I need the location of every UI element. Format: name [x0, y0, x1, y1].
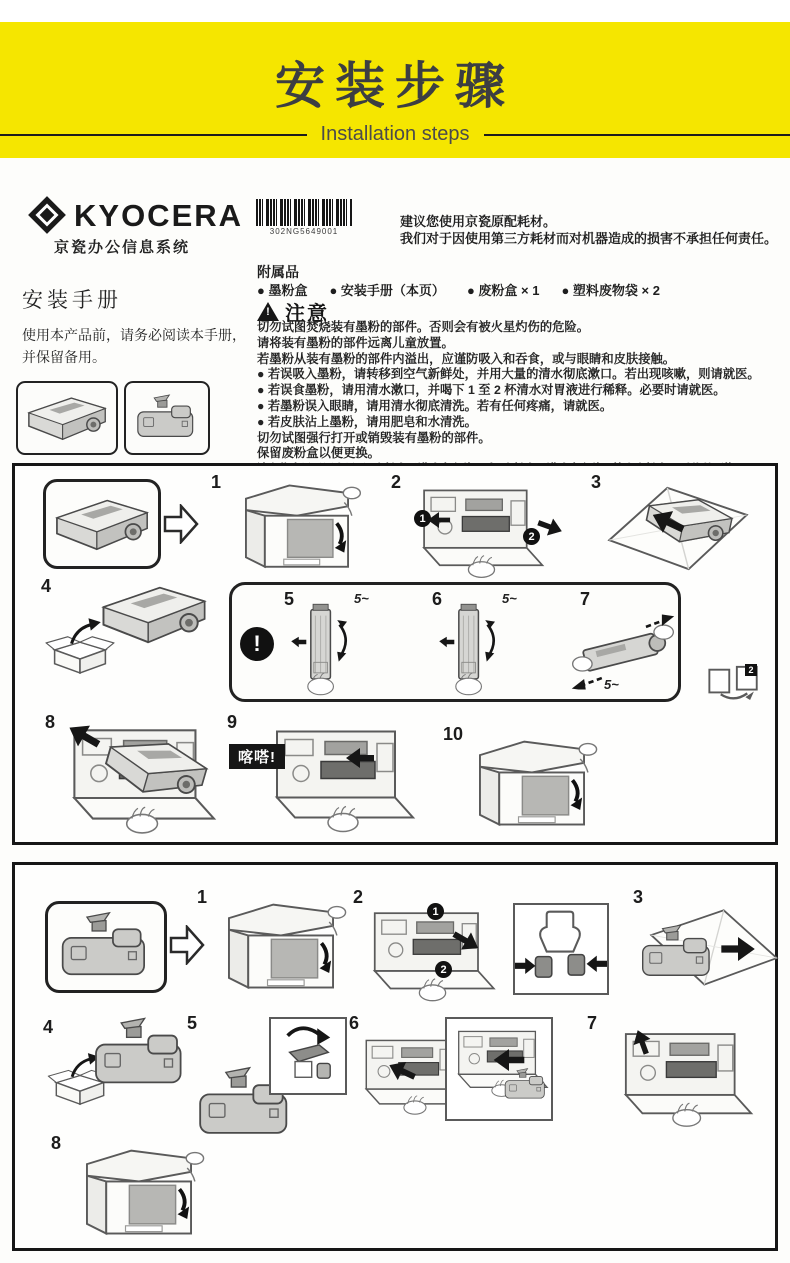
- advisory-text: [400, 213, 777, 247]
- flow-arrow-icon: [169, 925, 205, 965]
- page-flip-badge: 2: [745, 664, 757, 676]
- caution-line: 保留废粉盒以便更换。: [257, 446, 380, 461]
- step-number: 1: [211, 472, 222, 492]
- step-number: 4: [43, 1017, 54, 1037]
- close-front-cover-illustration: [65, 1141, 213, 1247]
- step-number: 9: [227, 712, 238, 732]
- step-number: 5: [187, 1013, 198, 1033]
- accessory-item: ● 墨粉盒: [257, 283, 308, 298]
- cap-open-inset: [269, 1017, 347, 1095]
- action-badge-1: 1: [427, 903, 444, 920]
- waste-intro-box: [45, 901, 167, 993]
- close-front-cover-illustration: [461, 732, 603, 838]
- step-number: 7: [587, 1013, 598, 1033]
- caution-line: 切勿试图强行打开或销毁装有墨粉的部件。: [257, 430, 491, 445]
- manual-note-line2: 并保留备用。: [22, 349, 106, 365]
- push-arrow-icon: [345, 748, 375, 768]
- advisory-line1: 建议您使用京瓷原配耗材。: [400, 214, 557, 229]
- step-number: 2: [353, 887, 364, 907]
- page-title: 安装步骤: [275, 58, 515, 114]
- shake-count-label: 5~: [354, 591, 369, 606]
- open-front-cover-illustration: [227, 476, 367, 580]
- cap-open-detail-illustration: [271, 1019, 345, 1093]
- caution-title: 注意: [285, 303, 329, 325]
- flow-arrow-icon: [163, 504, 199, 544]
- shake-horizontal-illustration: [570, 613, 676, 691]
- banner-subtitle-row: [0, 123, 790, 146]
- banner: [0, 22, 790, 158]
- shake-vertical-illustration: [424, 599, 514, 697]
- step-number: 8: [51, 1133, 62, 1153]
- accessory-item: ● 安装手册（本页）: [329, 283, 445, 298]
- shake-count-label: 5~: [604, 677, 619, 692]
- toner-cartridge-illustration: [50, 493, 154, 555]
- cap-close-detail-illustration: [515, 905, 607, 993]
- step-number: 8: [45, 712, 56, 732]
- toner-cartridge-illustration: [23, 391, 111, 445]
- cap-close-inset: [513, 903, 609, 995]
- toner-cartridge-thumbnail: [16, 381, 118, 455]
- click-sound-label: 喀嗒!: [229, 744, 285, 769]
- rule-right: [484, 134, 790, 136]
- manual-title: 安装手册: [22, 289, 122, 312]
- accessory-item: ● 废粉盒 × 1: [466, 283, 540, 298]
- toner-cartridge-illustration: [95, 580, 213, 648]
- shake-count-label: 5~: [502, 591, 517, 606]
- step-number: 6: [432, 589, 443, 609]
- action-badge-1: 1: [414, 510, 431, 527]
- manual-note: [22, 324, 258, 368]
- step-number: 7: [580, 589, 591, 609]
- press-waste-box-illustration: [595, 1023, 771, 1129]
- toner-install-diagram: [12, 463, 778, 845]
- insert-into-bag-arrow-icon: [721, 937, 755, 961]
- waste-box-illustration: [54, 910, 158, 984]
- caution-line: ● 若墨粉误入眼睛，请用清水彻底清洗。若有任何疼痛，请就医。: [257, 398, 613, 413]
- barcode-bars: [256, 199, 352, 226]
- step-number: 6: [349, 1013, 360, 1033]
- action-badge-2: 2: [435, 961, 452, 978]
- pull-left-arrow-icon: [427, 512, 451, 528]
- waste-box-install-diagram: [12, 862, 778, 1251]
- caution-line: 若墨粉从装有墨粉的部件内溢出，应谨防吸入和吞食，或与眼睛和皮肤接触。: [257, 351, 676, 366]
- page-subtitle: Installation steps: [320, 123, 470, 145]
- accessories-title: 附属品: [257, 264, 299, 280]
- insert-detail-inset: [445, 1017, 553, 1121]
- push-until-click-illustration: [259, 718, 419, 836]
- waste-box-illustration: [87, 1013, 198, 1093]
- caution-line: ● 若皮肤沾上墨粉，请用肥皂和水清洗。: [257, 414, 477, 429]
- caution-line: ● 若误吸入墨粉，请转移到空气新鲜处，并用大量的清水彻底漱口。若出现咳嗽，则请就医。: [257, 367, 760, 382]
- caution-text: [257, 320, 760, 478]
- caution-line: 请将装有墨粉的部件远离儿童放置。: [257, 335, 454, 350]
- kyocera-mark-icon: [26, 194, 68, 236]
- barcode-number: 302NG5649001: [269, 227, 339, 236]
- rule-left: [0, 134, 307, 136]
- barcode: [256, 199, 352, 236]
- step-number: 3: [633, 887, 644, 907]
- waste-box-thumbnail: [124, 381, 210, 455]
- waste-box-illustration: [501, 1067, 551, 1103]
- warning-triangle-icon: [257, 302, 279, 321]
- manual-note-line1: 使用本产品前，请务必阅读本手册，: [22, 327, 246, 343]
- caution-line: ● 若误食墨粉，请用清水漱口，并喝下 1 至 2 杯清水对胃液进行稀释。必要时请就医。: [257, 383, 726, 398]
- accessory-item: ● 塑料废物袋 × 2: [561, 283, 660, 298]
- step-number: 4: [41, 576, 52, 596]
- step-number: 10: [443, 724, 464, 744]
- warning-mark: !: [266, 306, 270, 318]
- waste-box-illustration: [635, 923, 721, 983]
- shake-caution-box: [229, 582, 681, 702]
- toner-intro-box: [43, 479, 161, 569]
- step-number: 1: [197, 887, 208, 907]
- step-number: 3: [591, 472, 602, 492]
- advisory-line2: 我们对于因使用第三方耗材而对机器造成的损害不承担任何责任。: [400, 231, 778, 246]
- open-front-cover-illustration: [211, 895, 351, 1001]
- shake-vertical-illustration: [276, 599, 366, 697]
- exclamation-icon: !: [240, 627, 274, 661]
- action-badge-2: 2: [523, 528, 540, 545]
- brand-chinese-name: 京瓷办公信息系统: [54, 239, 191, 256]
- step-number: 5: [284, 589, 295, 609]
- step-number: 2: [391, 472, 402, 492]
- waste-box-illustration: [132, 392, 202, 444]
- caution-line: 切勿试图焚烧装有墨粉的部件。否则会有被火星灼伤的危险。: [257, 320, 590, 334]
- kyocera-logo-text: KYOCERA: [74, 198, 244, 233]
